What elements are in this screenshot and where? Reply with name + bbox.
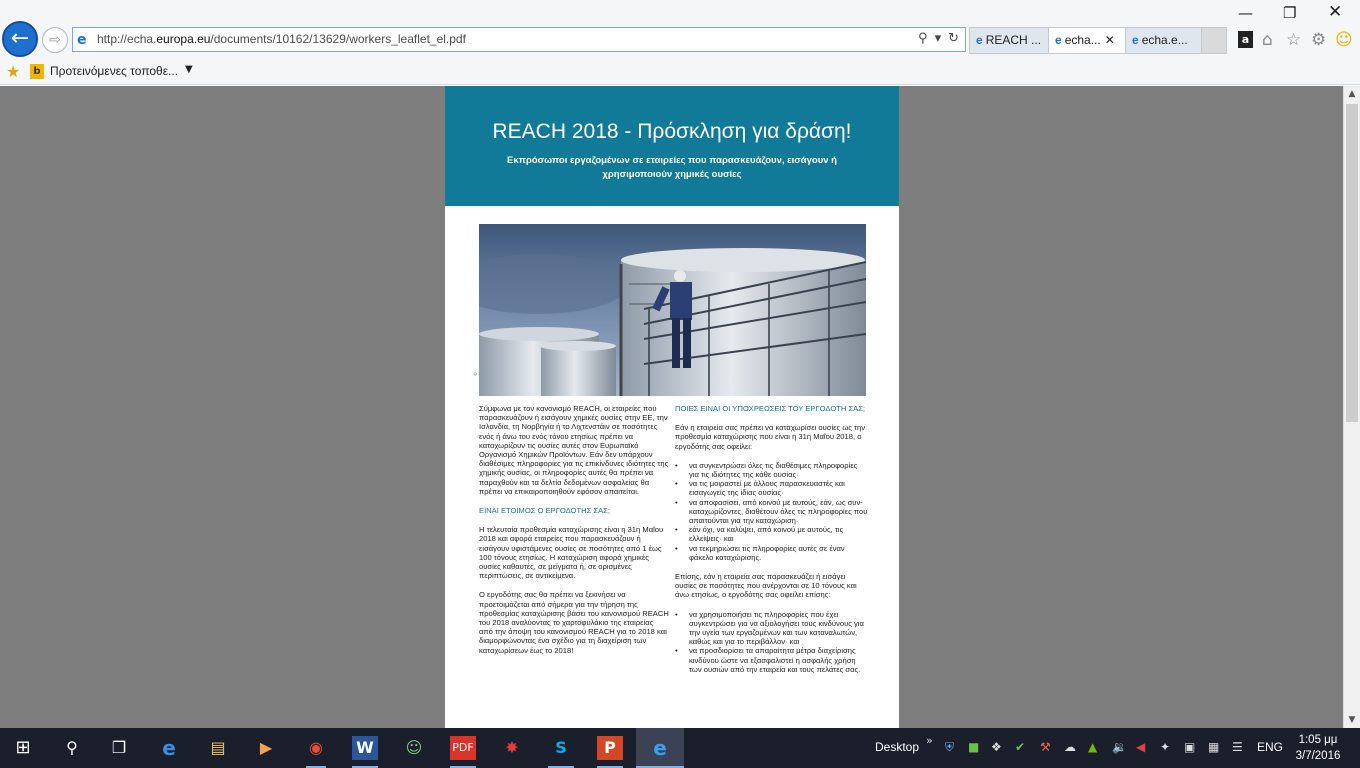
amazon-icon[interactable]: a <box>1238 31 1253 48</box>
desktop-toolbar-label[interactable]: Desktop <box>875 740 920 754</box>
file-explorer-icon[interactable]: ▤ <box>210 738 226 757</box>
dropbox-icon[interactable]: ❖ <box>991 740 1002 754</box>
prepare-paragraph: Ο εργοδότης σας θα πρέπει να ξεκινήσει να προετοιμάζεται από σήμερα για την τήρηση της προθεσμίας καταχώρισης βάσει του κανονισμού REACH του 2018 αναλύοντας το χαρτοφυλάκιο της εταιρείας από την άποψη του κανονισμού REACH για το 2018 και διαμορφώνοντας ένα σχέδιο για τη διαχείριση των καταχωρίσεων έως το 2018! <box>479 590 669 655</box>
word-icon[interactable]: W <box>352 736 378 760</box>
language-indicator[interactable]: ENG <box>1257 740 1284 754</box>
obligations-list <box>675 461 869 562</box>
add-favorite-star-icon[interactable]: ★ <box>6 62 21 81</box>
search-icon[interactable]: ⚲ <box>918 31 928 46</box>
gear-icon[interactable]: ⚙ <box>1311 30 1327 50</box>
scroll-thumb[interactable] <box>1346 104 1358 422</box>
edge-icon[interactable]: e <box>162 736 176 760</box>
volume-icon[interactable]: 🔉 <box>1112 740 1127 754</box>
search-icon[interactable]: ⚲ <box>66 738 78 757</box>
section-heading-employer-ready: ΕΙΝΑΙ ΕΤΟΙΜΟΣ Ο ΕΡΓΟΔΟΤΗΣ ΣΑΣ; <box>479 506 610 516</box>
document-subtitle: Εκπρόσωποι εργαζομένων σε εταιρείες που παρασκευάζουν, εισάγουν ή χρησιμοποιούν χημικές ουσίες <box>507 155 837 180</box>
ie-tab-icon: e <box>976 33 983 47</box>
list-item: • να τις μοιραστεί με άλλους παρασκευαστές και εισαγωγείς της ίδιας ουσίας· <box>675 479 869 497</box>
keyboard-icon[interactable]: ▦ <box>1208 740 1220 754</box>
tab-echa-active[interactable]: e echa... ✕ <box>1048 27 1126 54</box>
chevron-down-icon[interactable]: ▼ <box>185 64 193 75</box>
close-icon[interactable]: ✕ <box>1328 2 1343 22</box>
tab-echa-eu[interactable]: e echa.e... <box>1125 27 1202 54</box>
clock-time: 1:05 μμ <box>1298 734 1338 746</box>
ie-page-icon: e <box>77 32 87 48</box>
obligations-intro: Εάν η εταιρεία σας πρέπει να καταχωρίσει ουσίες ως την προθεσμία καταχώρισης που είναι η 31η Μαΐου 2018, ο εργοδότης σας οφείλει: <box>675 423 866 451</box>
list-item: • να αποφασίσει, από κοινού με αυτούς, εάν, ως συν-καταχωρίζοντες, διαθέτουν όλες τις πληροφορίες που απαιτούνται για την καταχώριση· <box>675 498 869 526</box>
navigation-bar <box>0 0 1360 60</box>
list-item: • να τεκμηριώσει τις πληροφορίες αυτές σε έναν φάκελο καταχώρισης. <box>675 544 869 562</box>
notifications-icon[interactable]: ☰ <box>1232 740 1243 754</box>
list-item: • εάν όχι, να καλύψει, από κοινού με αυτούς, τις ελλείψεις· και <box>675 525 869 543</box>
list-item: • να χρησιμοποιήσει τις πληροφορίες που έχει συγκεντρώσει για να αξιολογήσει τους κινδύνους για την υγεία των εργαζομένων και των καταναλωτών, καθώς και για το περιβάλλον· και <box>675 610 869 647</box>
antivirus-icon[interactable]: ■ <box>968 740 980 754</box>
list-item: • να προσδιορίσει τα απαραίτητα μέτρα διαχείρισης κινδύνου ώστε να εξασφαλιστεί η ασφαλής χρήση των ουσιών από την εταιρεία και τους πελάτες σας. <box>675 646 869 674</box>
internet-explorer-icon[interactable]: e <box>653 736 667 760</box>
favorites-star-icon[interactable]: ☆ <box>1286 30 1302 50</box>
home-icon[interactable]: ⌂ <box>1262 30 1273 50</box>
nvidia-icon[interactable]: ▲ <box>1088 740 1098 754</box>
windows-start-icon[interactable]: ⊞ <box>15 737 31 758</box>
document-title: REACH 2018 - Πρόσκληση για δράση! <box>492 120 852 143</box>
scroll-down-icon[interactable]: ▼ <box>1348 715 1356 725</box>
tab-reach[interactable]: e REACH ... <box>969 27 1049 54</box>
scroll-up-icon[interactable]: ▲ <box>1348 89 1356 99</box>
onedrive-icon[interactable]: ☁ <box>1064 740 1076 754</box>
back-button[interactable]: ← <box>2 21 38 57</box>
industrial-tanks-photo <box>479 224 866 396</box>
media-player-icon[interactable]: ▶ <box>259 738 273 757</box>
suggested-sites-link[interactable]: Προτεινόμενες τοποθε... <box>50 64 179 78</box>
additional-obligations-intro: Επίσης, εάν η εταιρεία σας παρασκευάζει ή εισάγει ουσίες σε ποσότητες που ανέρχονται σε 10 τόνους και άνω ετησίως, ο εργοδότης σας οφείλει επίσης: <box>675 572 857 600</box>
smiley-icon[interactable]: ☺ <box>1335 30 1353 50</box>
task-view-icon[interactable]: ❐ <box>111 738 127 757</box>
additional-obligations-list <box>675 610 869 674</box>
chevron-icon[interactable]: » <box>926 734 933 747</box>
network-icon[interactable]: ▣ <box>1184 740 1196 754</box>
taskbar <box>0 728 1360 768</box>
ie-tab-icon: e <box>1132 33 1139 47</box>
pdf-reader-icon[interactable]: PDF <box>450 736 476 760</box>
people-icon[interactable]: ☺ <box>405 738 423 757</box>
mute-icon[interactable]: ◀ <box>1136 740 1146 754</box>
burst-app-icon[interactable]: ✸ <box>505 738 519 757</box>
section-heading-obligations: ΠΟΙΕΣ ΕΙΝΑΙ ΟΙ ΥΠΟΧΡΕΩΣΕΙΣ ΤΟΥ ΕΡΓΟΔΟΤΗ ΣΑΣ; <box>675 404 866 413</box>
dropdown-icon[interactable]: ▾ <box>934 31 942 46</box>
forward-button[interactable]: ⇨ <box>42 27 68 53</box>
chrome-icon[interactable]: ◉ <box>309 738 323 757</box>
address-url[interactable]: http://echa.europa.eu/documents/10162/13629/workers_leaflet_el.pdf <box>97 32 466 46</box>
maximize-icon[interactable]: ❐ <box>1283 4 1297 22</box>
pdf-viewer[interactable] <box>0 86 1343 728</box>
address-tools <box>911 31 959 46</box>
photo-credit: © <box>473 372 478 376</box>
address-bar[interactable] <box>72 27 966 52</box>
refresh-icon[interactable]: ↻ <box>948 31 959 46</box>
shield-icon[interactable]: ⛨ <box>945 740 955 754</box>
right-column <box>675 404 869 684</box>
list-item: • να συγκεντρώσει όλες τις διαθέσιμες πληροφορίες για τις ιδιότητες της κάθε ουσίας· <box>675 461 869 479</box>
skype-icon[interactable]: S <box>555 738 567 757</box>
clock-date: 3/7/2016 <box>1295 750 1341 762</box>
bing-icon: b <box>30 64 44 79</box>
vertical-scrollbar[interactable] <box>1343 86 1360 728</box>
tools-icon[interactable]: ⚒ <box>1040 740 1051 754</box>
intro-paragraph: Σύμφωνα με τον κανονισμό REACH, οι εταιρείες που παρασκευάζουν ή εισάγουν χημικές ουσίες στην ΕΕ, την Ισλανδία, τη Νορβηγία ή το Λιχτενστάιν σε ποσότητες ενός ή άνω του ενός τόνου ετησίως πρέπει να καταχωρίζουν τις ουσίες αυτές στον Ευρωπαϊκό Οργανισμό Χημικών Προϊόντων. Εάν δεν υπάρχουν διαθέσιμες πληροφορίες για τις επικίνδυνες ιδιότητες της χημικής ουσίας, οι πληροφορίες αυτές θα πρέπει να παραχθούν και τα δελτία δεδομένων ασφαλείας θα πρέπει να επικαιροποιηθούν εφόσον απαιτείται. <box>479 404 669 496</box>
minimize-icon[interactable]: — <box>1238 4 1253 22</box>
close-tab-icon[interactable]: ✕ <box>1104 33 1115 47</box>
favorites-bar <box>0 60 1360 85</box>
pdf-page <box>445 86 899 728</box>
left-column <box>479 404 669 665</box>
new-tab-button[interactable] <box>1201 27 1227 54</box>
ie-tab-icon: e <box>1055 33 1062 47</box>
powerpoint-icon[interactable]: P <box>597 736 623 760</box>
update-icon[interactable]: ✔ <box>1015 740 1026 754</box>
clock[interactable] <box>1290 732 1346 764</box>
document-banner <box>445 86 899 206</box>
deadline-paragraph: Η τελευταία προθεσμία καταχώρισης είναι η 31η Μαΐου 2018 και αφορά εταιρείες που παρασκευάζουν ή εισάγουν υφιστάμενες ουσίες σε ποσότητες από 1 έως 100 τόνους ετησίως. Η καταχώριση αφορά χημικές ουσίες καθαυτές, σε μείγματα ή, σε ορισμένες περιπτώσεις, σε αντικείμενα. <box>479 525 664 581</box>
bluetooth-icon[interactable]: ✦ <box>1160 740 1171 754</box>
